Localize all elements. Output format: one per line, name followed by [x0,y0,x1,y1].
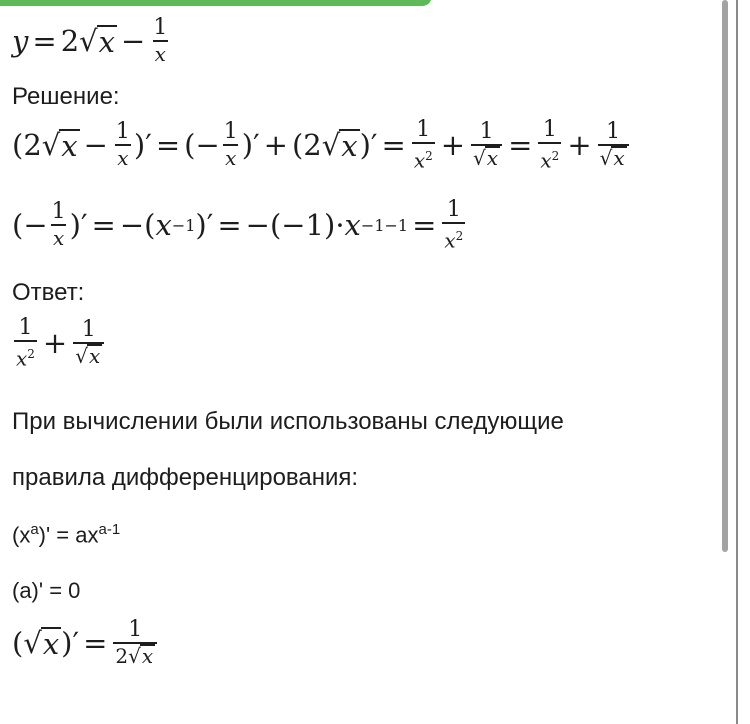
power-rule-exp: a [30,521,39,538]
answer-formula: $\frac{1}{x^2}$ + $\frac{1}{√x}$ [12,316,106,371]
power-rule [12,521,120,548]
power-rule-rhs-exp: a-1 [98,521,121,538]
derivative-step-2: (− $\frac{1}{x}$ )′ = −( x −1 )′ = −(−1)· x −1−1 = $\frac{1}{x^2}$ [12,197,464,253]
power-rule-mid: )' = ax [38,522,99,548]
frame-border [736,0,738,724]
scrollbar-thumb[interactable] [722,0,728,552]
power-rule-base: (x [12,522,31,548]
derivative-step-1: (2 √ x − $\frac{1}{x}$ )′ = (− $\frac{1}{x}$ )′ + (2 √ x )′ = $\frac{1}{x^2}$ + $\frac{1}{√x}$ = $\frac{1}{x^2}$ + $\frac{1}{√x}$ [12,118,631,173]
top-banner [0,0,432,6]
rules-intro-line1: При вычислении были использованы следующие [12,408,564,435]
sqrt-rule: ( √ x )′ = $\frac{1}{2√x}$ [12,618,159,668]
function-formula: y = 2 √ x − $\frac{1}{x}$ [12,15,168,66]
answer-label: Ответ: [12,279,85,306]
solution-label: Решение: [12,83,120,110]
rules-intro-line2: правила дифференцирования: [12,464,359,491]
constant-rule: (a)' = 0 [12,578,81,603]
